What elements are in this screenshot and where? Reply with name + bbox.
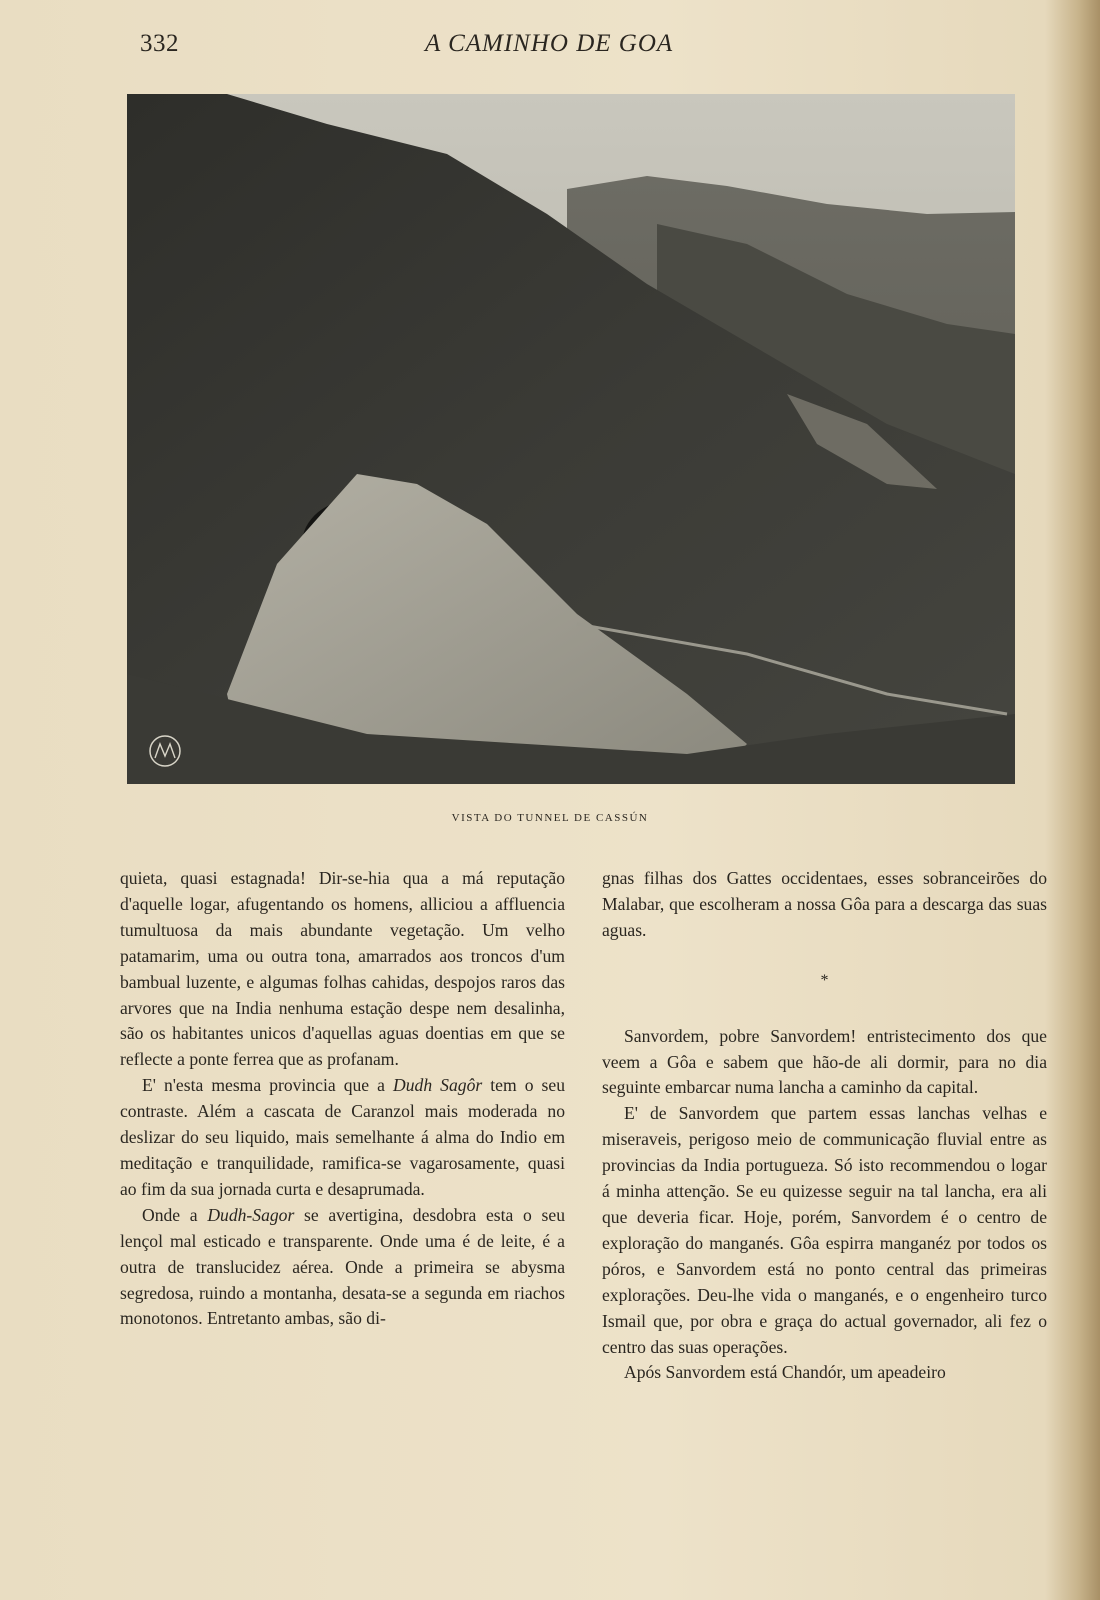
paragraph: Sanvordem, pobre Sanvordem! entristecimento dos que veem a Gôa e sabem que hão-de ali dormir, para no dia seguinte embarcar numa lancha a caminho da capital. bbox=[602, 1025, 1047, 1098]
landscape-photograph bbox=[127, 94, 1015, 784]
left-text-column bbox=[120, 866, 565, 1332]
page-number: 332 bbox=[140, 30, 179, 57]
section-asterism: * bbox=[820, 971, 829, 989]
right-text-column bbox=[602, 866, 1047, 1386]
paragraph: E' n'esta mesma provincia que a Dudh Sagôr tem o seu contraste. Além a cascata de Caranzol mais moderada no deslizar do seu liquido, mais semelhante á alma do Indio em meditação e tranquilidade, ramifica-se vagarosamente, quasi ao fim da sua jornada curta e desaprumada. bbox=[120, 1075, 566, 1199]
paragraph: Após Sanvordem está Chandór, um apeadeiro bbox=[624, 1362, 946, 1383]
paragraph: E' de Sanvordem que partem essas lanchas velhas e miseraveis, perigoso meio de communicação fluvial entre as provincias da India portugueza. Só isto recommendou o logar á minha attenção. Se eu quizesse seguir na tal lancha, era ali que deveria ficar. Hoje, porém, Sanvordem é o centro de exploração do manganés. Gôa espirra manganéz por todos os póros, e Sanvordem está no ponto central das primeiras explorações. Deu-lhe vida o manganés, e o engenheiro turco Ismail que, por obra e graça do actual governador, ali fez o centro das suas operações. bbox=[602, 1103, 1047, 1357]
paragraph: Onde a Dudh-Sagor se avertigina, desdobra esta o seu lençol mal esticado e transparente. Onde uma é de leite, é a outra de translucidez aérea. Onde a primeira se abysma segredosa, ruindo a montanha, desata-se a segunda em riachos monotonos. Entretanto ambas, são di- bbox=[120, 1204, 565, 1329]
paragraph: quieta, quasi estagnada! Dir-se-hia qua a má reputação d'aquelle logar, afugentando os homens, alliciou a affluencia tumultuosa da mais abundante vegetação. Um velho patamarim, uma ou outra tona, amarrados aos troncos d'um bambual luzente, e algumas folhas cahidas, despojos raros das arvores que na India nenhuma estação despe nem desalinha, são os habitantes unicos d'aquellas aguas doentias em que se reflecte a ponte ferrea que as profanam. bbox=[120, 868, 565, 1070]
emphasis: Dudh-Sagor bbox=[207, 1204, 295, 1225]
running-title: A CAMINHO DE GOA bbox=[425, 30, 674, 57]
paragraph: gnas filhas dos Gattes occidentaes, esses sobranceirões do Malabar, que escolheram a nossa Gôa para a descarga das suas aguas. bbox=[602, 868, 1047, 940]
emphasis: Dudh Sagôr bbox=[393, 1075, 483, 1096]
figure-caption: VISTA DO TUNNEL DE CASSÚN bbox=[451, 812, 649, 824]
